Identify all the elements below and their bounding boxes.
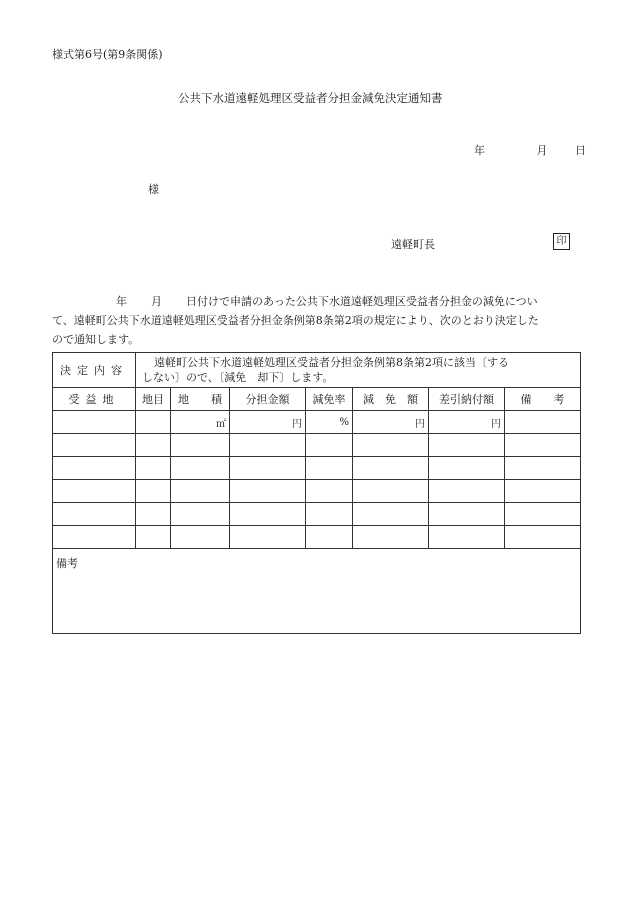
body-year: 年 [116, 295, 127, 308]
date-month: 月 [536, 144, 548, 157]
remarks-row [53, 549, 581, 634]
table-cell[interactable] [429, 503, 505, 526]
table-cell[interactable] [306, 434, 353, 457]
form-number: 様式第6号(第9条関係) [52, 48, 163, 61]
header-area: 地 積 [171, 388, 230, 411]
seal-stamp: 印 [553, 233, 570, 250]
body-month: 月 [151, 295, 162, 308]
header-reduction-amount: 減 免 額 [353, 388, 429, 411]
table-cell[interactable] [306, 457, 353, 480]
body-line-3: ので通知します。 [52, 333, 140, 346]
decision-line-2: しない〕ので、〔減免 却下〕します。 [142, 371, 334, 384]
table-cell[interactable] [53, 457, 136, 480]
decision-label: 決定内容 [53, 353, 136, 388]
table-cell[interactable] [306, 480, 353, 503]
table-cell[interactable] [353, 457, 429, 480]
table-row [53, 526, 581, 549]
header-beneficiary-land: 受益地 [53, 388, 136, 411]
table-cell[interactable] [171, 457, 230, 480]
unit-yen: 円 [353, 411, 429, 434]
unit-cell [136, 411, 171, 434]
table-cell[interactable] [230, 457, 306, 480]
table-row [53, 480, 581, 503]
table-cell[interactable] [171, 480, 230, 503]
date-line [474, 142, 586, 158]
table-cell[interactable] [505, 457, 581, 480]
table-cell[interactable] [53, 434, 136, 457]
table-cell[interactable] [136, 457, 171, 480]
table-row [53, 503, 581, 526]
table-cell[interactable] [306, 503, 353, 526]
table-cell[interactable] [230, 480, 306, 503]
decision-row [53, 353, 581, 388]
header-land-category: 地目 [136, 388, 171, 411]
table-cell[interactable] [136, 434, 171, 457]
decision-table [52, 352, 581, 634]
table-cell[interactable] [505, 480, 581, 503]
date-day: 日 [575, 144, 586, 157]
table-cell[interactable] [230, 503, 306, 526]
unit-cell [53, 411, 136, 434]
table-cell[interactable] [505, 434, 581, 457]
header-notes: 備 考 [505, 388, 581, 411]
table-cell[interactable] [171, 434, 230, 457]
table-cell[interactable] [53, 526, 136, 549]
table-cell[interactable] [353, 503, 429, 526]
unit-area: ㎡ [171, 411, 230, 434]
unit-yen: 円 [230, 411, 306, 434]
decision-line-1: 遠軽町公共下水道遠軽処理区受益者分担金条例第8条第2項に該当〔する [154, 356, 509, 369]
unit-row [53, 411, 581, 434]
table-cell[interactable] [171, 503, 230, 526]
table-cell[interactable] [230, 526, 306, 549]
table-cell[interactable] [53, 503, 136, 526]
table-cell[interactable] [429, 480, 505, 503]
table-cell[interactable] [429, 434, 505, 457]
addressee: 様 [148, 183, 159, 196]
body-line-1-text: 日付けで申請のあった公共下水道遠軽処理区受益者分担金の減免につい [186, 295, 538, 308]
header-reduction-rate: 減免率 [306, 388, 353, 411]
notice-body [52, 292, 580, 349]
document-title: 公共下水道遠軽処理区受益者分担金減免決定通知書 [178, 91, 443, 105]
remarks-cell[interactable] [53, 549, 581, 634]
header-charge-amount: 分担金額 [230, 388, 306, 411]
table-cell[interactable] [136, 526, 171, 549]
decision-content [136, 353, 581, 388]
remarks-label: 備考 [56, 557, 78, 570]
table-cell[interactable] [53, 480, 136, 503]
issuer-name: 遠軽町長 [391, 238, 435, 251]
body-line-2: て、遠軽町公共下水道遠軽処理区受益者分担金条例第8条第2項の規定により、次のとおり決定した [52, 314, 539, 327]
table-row [53, 457, 581, 480]
table-cell[interactable] [306, 526, 353, 549]
table-cell[interactable] [136, 480, 171, 503]
table-cell[interactable] [171, 526, 230, 549]
table-row [53, 434, 581, 457]
table-cell[interactable] [429, 457, 505, 480]
body-line-1 [52, 292, 580, 311]
header-net-payment: 差引納付額 [429, 388, 505, 411]
table-cell[interactable] [353, 526, 429, 549]
unit-percent: % [306, 411, 353, 434]
table-cell[interactable] [353, 434, 429, 457]
table-cell[interactable] [353, 480, 429, 503]
unit-yen: 円 [429, 411, 505, 434]
date-year: 年 [474, 144, 485, 157]
column-header-row [53, 388, 581, 411]
table-cell[interactable] [505, 526, 581, 549]
table-cell[interactable] [136, 503, 171, 526]
table-cell[interactable] [230, 434, 306, 457]
unit-cell [505, 411, 581, 434]
table-cell[interactable] [505, 503, 581, 526]
table-cell[interactable] [429, 526, 505, 549]
